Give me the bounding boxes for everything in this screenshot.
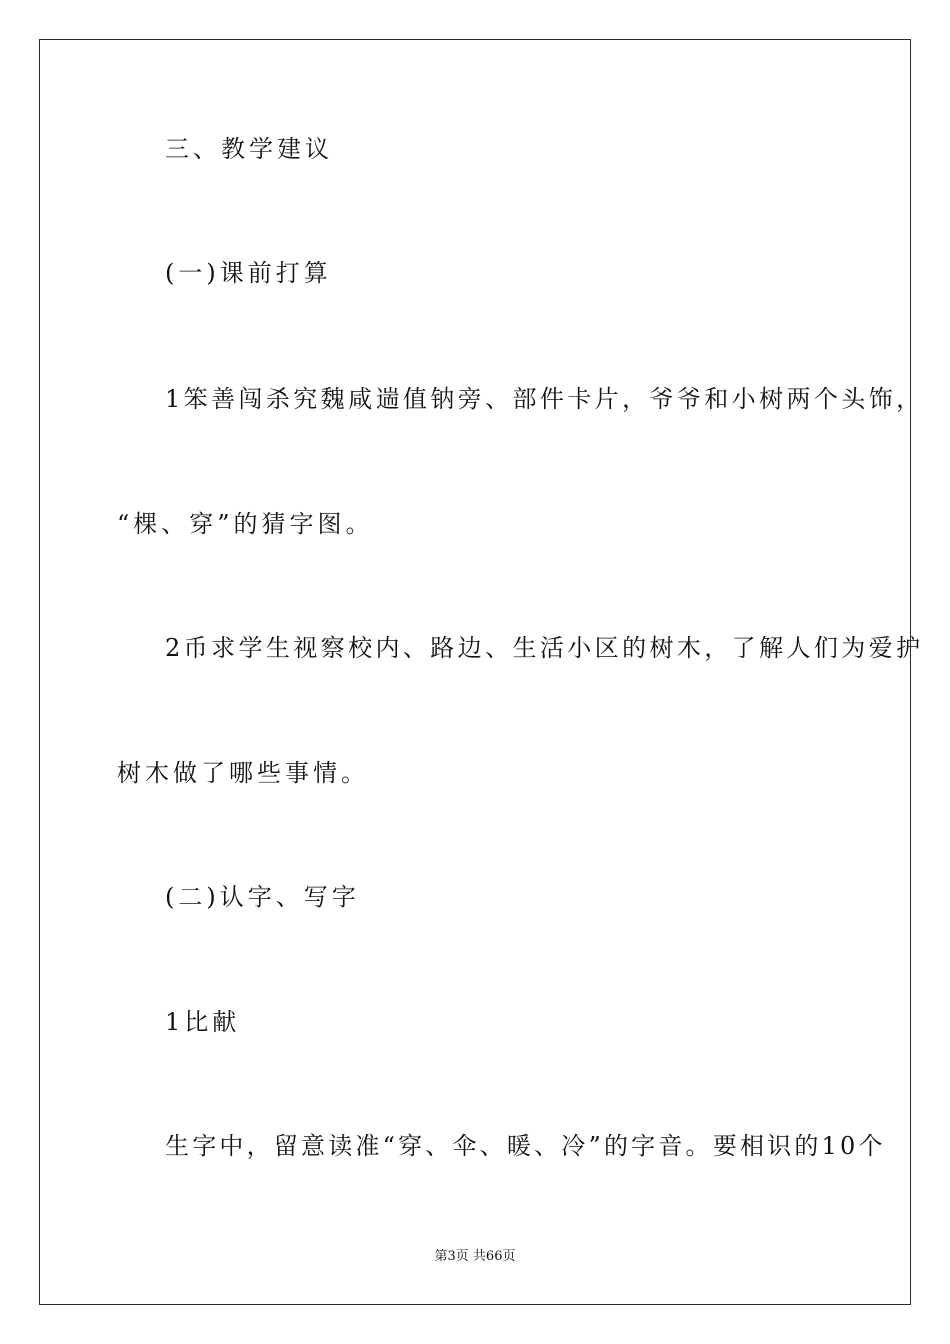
paragraph-line: 树木做了哪些事情。 xyxy=(117,759,369,787)
page-number-footer: 第3页 共66页 xyxy=(434,1249,516,1264)
paragraph-line: 2币求学生视察校内、路边、生活小区的树木，了解人们为爱护 xyxy=(165,634,924,662)
paragraph-line: 1比献 xyxy=(165,1008,241,1036)
subheading-reading-writing: (二)认字、写字 xyxy=(165,883,360,911)
heading-teaching-suggestions: 三、教学建议 xyxy=(165,135,333,163)
page-border xyxy=(39,39,911,1305)
subheading-preparation: (一)课前打算 xyxy=(165,259,332,287)
paragraph-line: 生字中，留意读准“穿、伞、暖、冷”的字音。要相识的10个 xyxy=(165,1132,886,1160)
paragraph-line: “棵、穿”的猜字图。 xyxy=(117,510,374,538)
paragraph-line: 1笨善闯杀究魏咸遄值钠旁、部件卡片，爷爷和小树两个头饰， xyxy=(165,385,924,413)
